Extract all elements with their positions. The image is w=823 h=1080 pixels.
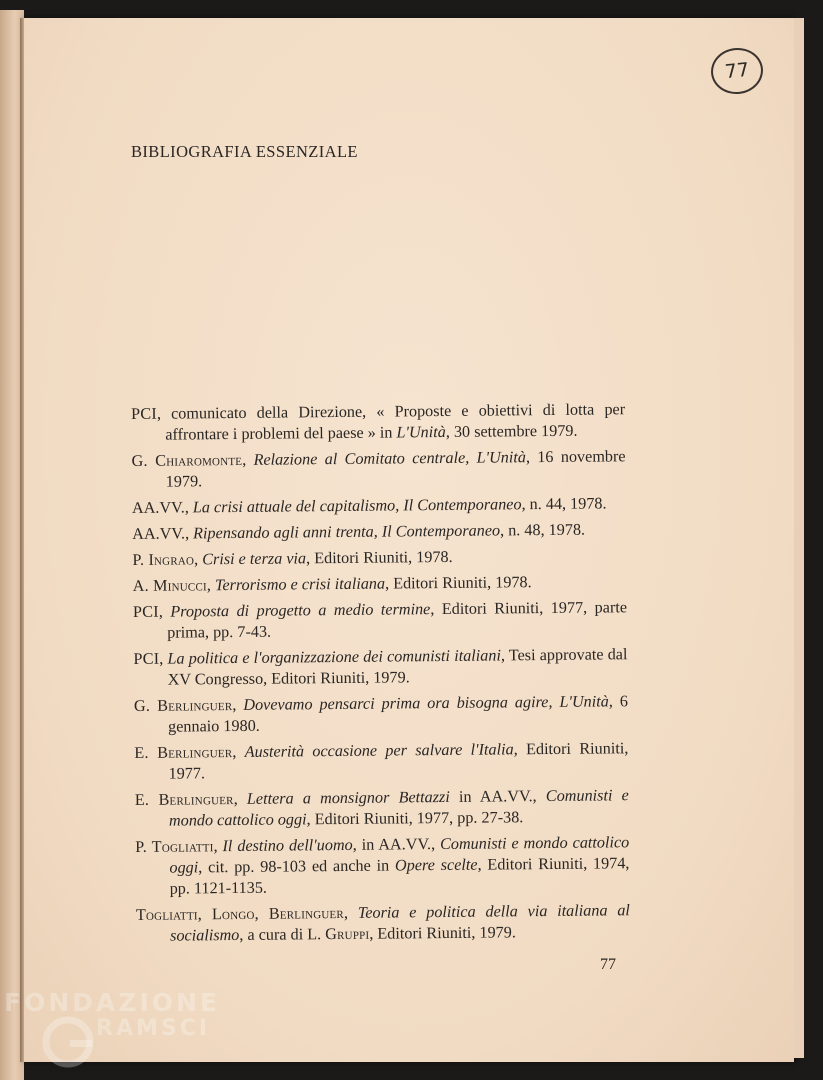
entry-text: , 30 settembre 1979.	[445, 421, 578, 441]
entry-title: Comunisti e mondo cattolico oggi	[169, 833, 630, 877]
entry-author: G. Berlinguer	[133, 696, 233, 715]
entry-author: PCI	[132, 602, 159, 621]
entry-title: Opere scelte	[394, 855, 478, 875]
watermark-logo	[4, 988, 221, 1068]
watermark-text-line1: FONDAZIONE	[4, 988, 221, 1017]
entry-text: , Editori Riuniti, 1979.	[369, 923, 516, 943]
entry-text: , Editori Riuniti, 1974, pp. 1121-1135.	[169, 854, 630, 898]
entry-title: La politica e l'organizzazione dei comunisti italiani	[167, 646, 502, 668]
page-gutter	[20, 18, 24, 1062]
entry-author: PCI	[133, 649, 160, 668]
page-number: 77	[600, 956, 616, 973]
entry-text: , 6 gennaio 1980.	[168, 692, 628, 736]
entry-text: ,	[184, 524, 194, 543]
entry-title: Proposta di progetto a medio termine	[170, 600, 431, 621]
bibliography-entry	[132, 493, 626, 519]
entry-text: ,	[213, 837, 223, 856]
entry-text: ,	[232, 742, 245, 762]
entry-text: , 16 novembre 1979.	[165, 447, 626, 491]
entry-author: Gruppi	[325, 924, 370, 944]
entry-text: , Editori Riuniti, 1978.	[305, 547, 453, 568]
entry-author: A. Minucci	[132, 576, 207, 595]
bibliography-entry	[131, 446, 625, 493]
entry-text: , n. 44, 1978.	[521, 494, 607, 514]
entry-title: Crisi e terza via	[202, 549, 307, 569]
entry-author: P. Ingrao	[132, 550, 195, 569]
entry-text: , Tesi approvate dal XV Congresso, Editori Riuniti, 1979.	[167, 645, 628, 689]
bibliography-entry	[133, 571, 627, 597]
bibliography-entry	[133, 597, 627, 644]
entry-text: , Editori Riuniti, 1977, pp. 27-38.	[306, 808, 524, 829]
handwritten-number-text: 77	[723, 58, 751, 84]
entry-text: AA.VV.	[132, 524, 186, 543]
bibliography-entry	[132, 519, 626, 545]
bibliography-entry	[136, 900, 630, 947]
entry-title: Lettera a monsignor Bettazzi	[246, 787, 450, 808]
entry-author: Togliatti, Longo, Berlinguer	[135, 903, 345, 924]
entry-author: G. Chiaromonte	[131, 450, 243, 470]
entry-text: AA.VV.	[131, 498, 185, 517]
bibliography-entry	[133, 644, 627, 691]
bibliography-entry	[134, 691, 628, 738]
entry-text: ,	[206, 576, 216, 595]
entry-text: ,	[159, 649, 168, 668]
entry-title: Comunisti e mondo cattolico oggi	[168, 786, 629, 830]
entry-title: Ripensando agli anni trenta, Il Contemporaneo	[193, 521, 501, 543]
entry-text: ,	[158, 602, 171, 621]
bibliography-entry	[135, 785, 629, 832]
entry-author: PCI	[131, 404, 157, 423]
watermark-g-icon	[34, 1010, 104, 1070]
watermark-text-line2: RAMSCI	[96, 1016, 211, 1041]
entry-text: , Editori Riuniti, 1977, parte prima, pp. 7-43.	[167, 598, 628, 642]
page-title: BIBLIOGRAFIA ESSENZIALE	[131, 142, 358, 161]
bibliography-entry	[131, 399, 625, 446]
entry-title: La crisi attuale del capitalismo, Il Contemporaneo	[192, 495, 522, 517]
bibliography-list	[131, 399, 630, 952]
bibliography-entry	[132, 545, 626, 571]
entry-title: Terrorismo e crisi italiana	[214, 574, 386, 595]
entry-title: Il destino dell'uomo	[222, 835, 353, 856]
bibliography-entry	[135, 832, 630, 900]
entry-text: ,	[343, 903, 358, 922]
bibliography-entry	[134, 738, 628, 785]
entry-text: ,	[242, 450, 254, 469]
entry-text: , n. 48, 1978.	[499, 520, 586, 540]
entry-title: Dovevamo pensarci prima ora bisogna agire, L'Unità	[243, 692, 609, 714]
entry-title: L'Unità	[396, 422, 446, 442]
entry-text: , comunicato della Direzione, « Proposte e obiettivi di lotta per affrontare i problemi del paese » in	[156, 400, 626, 444]
entry-author: E. Berlinguer	[134, 743, 233, 762]
entry-author: E. Berlinguer	[134, 790, 234, 809]
entry-title: Teoria e politica della via italiana al socialismo	[170, 901, 630, 945]
entry-text: ,	[232, 695, 244, 715]
entry-text: , in AA.VV.,	[352, 835, 441, 854]
entry-text: , Editori Riuniti, 1978.	[384, 573, 532, 593]
entry-text: , cit. pp. 98-103 ed anche in	[198, 856, 396, 877]
entry-title: Relazione al Comitato centrale, L'Unità	[253, 448, 527, 469]
page-edge-right	[794, 18, 804, 1058]
entry-title: Austerità occasione per salvare l'Italia	[244, 740, 514, 761]
entry-text: ,	[194, 550, 203, 569]
entry-text: in AA.VV.,	[449, 787, 546, 806]
entry-text: ,	[184, 498, 193, 517]
entry-author: P. Togliatti	[135, 837, 214, 856]
entry-text: ,	[233, 789, 247, 809]
entry-text: , Editori Riuniti, 1977.	[168, 739, 629, 783]
entry-text: , a cura di L.	[239, 925, 326, 944]
